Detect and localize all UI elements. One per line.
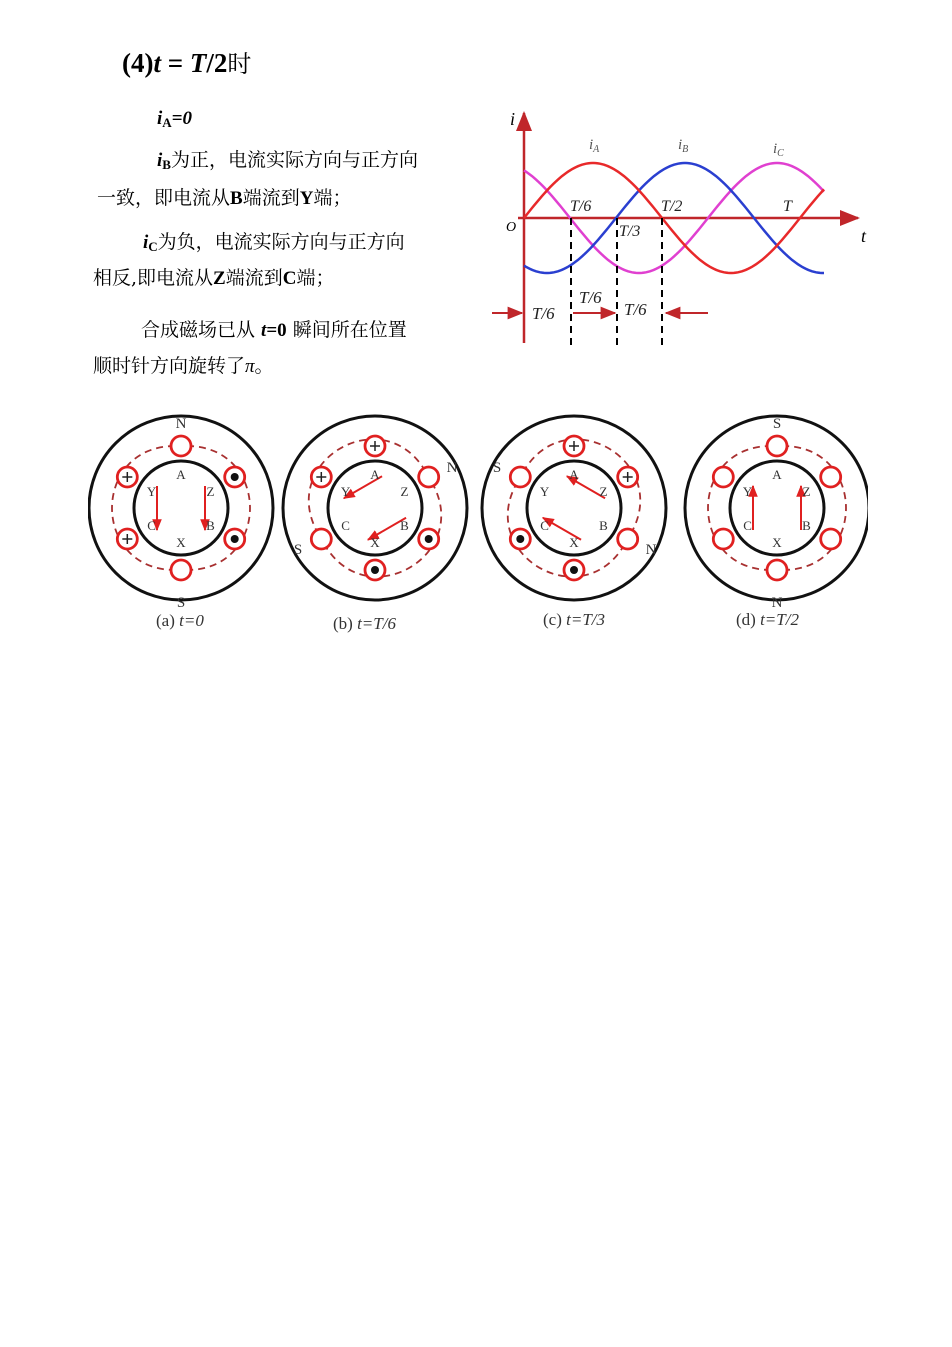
flux-loop-left — [287, 417, 426, 534]
pole-label-2: N — [645, 542, 657, 558]
motor-diagram-b — [283, 416, 467, 600]
pole-label-top: S — [772, 416, 782, 432]
coil-z — [419, 467, 439, 487]
field-line-1: 合成磁场已从 t=0 瞬间所在位置 — [141, 319, 407, 341]
slot-label-c: C — [540, 518, 549, 533]
coil-a — [171, 436, 191, 456]
pole-label-2: S — [293, 542, 303, 558]
motor-diagram-a — [89, 416, 273, 611]
tick-t6: T/6 — [570, 198, 592, 215]
origin-label: O — [506, 220, 517, 235]
coil-a — [767, 436, 787, 456]
ic-line-2: 相反,即电流从Z端流到C端； — [93, 267, 335, 289]
slot-label-a: A — [370, 467, 380, 482]
slot-label-x: X — [569, 535, 579, 550]
flux-loop-right — [324, 482, 463, 599]
motor-diagram-d — [685, 416, 868, 611]
coil-z — [821, 467, 841, 487]
i-axis-label: i — [510, 109, 516, 129]
caption-b: (b) t=T/6 — [333, 614, 396, 633]
three-phase-wave-chart — [488, 105, 888, 350]
coil-b — [618, 529, 638, 549]
t-axis-label: t — [861, 226, 867, 246]
slot-label-a: A — [772, 467, 782, 482]
slot-label-b: B — [206, 518, 215, 533]
slot-label-c: C — [743, 518, 752, 533]
slot-label-x: X — [370, 535, 380, 550]
pole-label-1: N — [446, 460, 458, 476]
pole-label-bottom: S — [176, 595, 186, 611]
caption-c: (c) t=T/3 — [543, 610, 605, 629]
slot-label-z: Z — [599, 484, 608, 499]
slot-label-c: C — [147, 518, 156, 533]
slot-label-x: X — [772, 535, 782, 550]
section-heading: (4)t = T/2时 — [122, 48, 252, 78]
slot-label-a: A — [569, 467, 579, 482]
slot-label-a: A — [176, 467, 186, 482]
ia-line: $i_A=0$ — [157, 108, 192, 130]
coil-x — [171, 560, 191, 580]
label-ib: $i_B$ — [678, 137, 689, 155]
interval-label-2: T/6 — [579, 288, 602, 307]
tick-t3: T/3 — [619, 223, 641, 240]
coil-x — [767, 560, 787, 580]
label-ia: $i_A$ — [589, 137, 600, 155]
slot-label-b: B — [400, 518, 409, 533]
coil-b — [821, 529, 841, 549]
slot-label-c: C — [341, 518, 350, 533]
flux-loop-right — [486, 482, 625, 599]
tick-T: T — [783, 198, 792, 215]
slot-label-b: B — [802, 518, 811, 533]
interval-label-1: T/6 — [532, 304, 555, 323]
coil-y — [713, 467, 733, 487]
slot-label-z: Z — [802, 484, 811, 499]
motor-diagrams — [88, 400, 868, 640]
slot-label-y: Y — [539, 484, 550, 499]
pole-label-bottom: N — [771, 595, 783, 611]
slot-label-y: Y — [146, 484, 157, 499]
label-ic: $i_C$ — [773, 141, 784, 159]
flux-loop-left — [523, 417, 662, 534]
pole-label-1: S — [492, 460, 502, 476]
slot-label-x: X — [176, 535, 186, 550]
pole-label-top: N — [175, 416, 187, 432]
caption-d: (d) t=T/2 — [736, 610, 799, 629]
motor-diagram-c — [482, 416, 666, 600]
coil-c — [311, 529, 331, 549]
caption-a: (a) t=0 — [156, 611, 204, 630]
interval-label-3: T/6 — [624, 300, 647, 319]
ib-line-1: $i_B$为正，电流实际方向与正方向 — [157, 149, 418, 172]
coil-y — [510, 467, 530, 487]
slot-label-y: Y — [340, 484, 351, 499]
field-line-2: 顺时针方向旋转了π。 — [93, 355, 274, 377]
coil-c — [713, 529, 733, 549]
tick-t2: T/2 — [661, 198, 683, 215]
slot-label-y: Y — [742, 484, 753, 499]
slot-label-b: B — [599, 518, 608, 533]
ib-line-2: 一致，即电流从B端流到Y端； — [97, 187, 352, 209]
slot-label-z: Z — [206, 484, 215, 499]
ic-line-1: $i_C$为负，电流实际方向与正方向 — [143, 231, 405, 254]
slot-label-z: Z — [400, 484, 409, 499]
